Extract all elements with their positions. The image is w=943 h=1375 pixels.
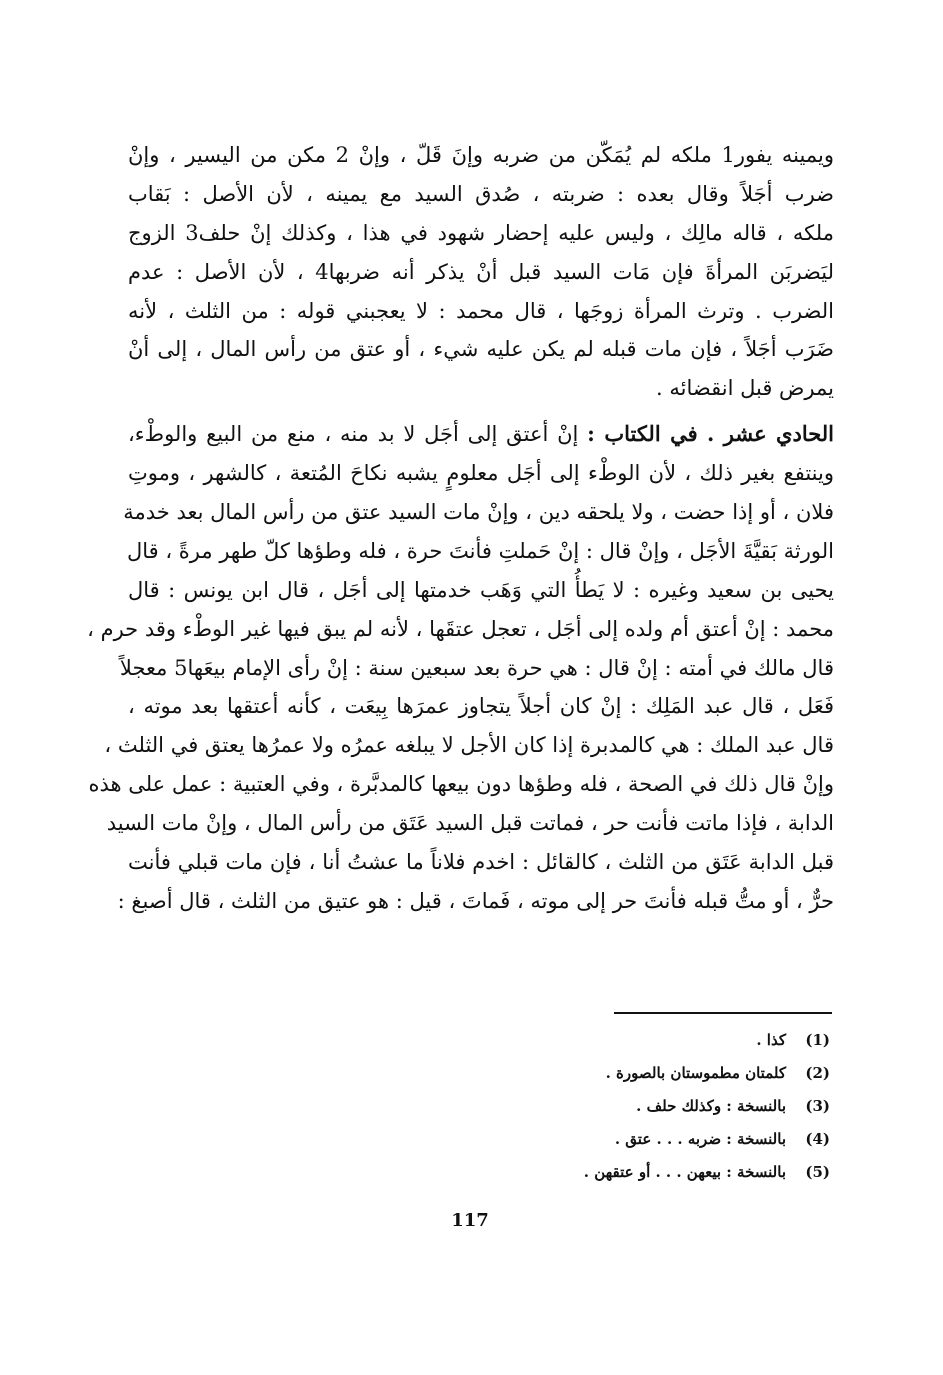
text-line: فَعَل ، قال عبد المَلِك : إنْ كان أجلاً يتجاوز عمرَها بِيعَت ، كأنه أعتقها بعد موته ، (128, 694, 834, 719)
footnote-number: (2) (805, 1064, 830, 1082)
paragraph-gap (128, 408, 834, 415)
footnote-text: بالنسخة : ضربه . . . عتق . (614, 1130, 786, 1148)
footnote-text: كلمتان مطموستان بالصورة . (605, 1064, 786, 1082)
text-line: الدابة ، فإذا ماتت فأنت حر ، فماتت قبل السيد عَتَق من رأس المال ، وإنْ مات السيد (106, 811, 834, 836)
footnote-text: بالنسخة : وكذلك حلف . (636, 1097, 786, 1115)
text-line (128, 415, 834, 454)
text-line: محمد : إنْ أعتق أم ولده إلى أجَل ، تعجل عتقَها ، لأنه لم يبق فيها غير الوطْء وقد حرم ، (87, 616, 834, 641)
text-line: الضرب . وترث المرأة زوجَها ، قال محمد : لا يعجبني قوله : من الثلث ، لأنه (128, 298, 834, 323)
text-line: ويمينه يفور1 ملكه لم يُمَكّن من ضربه وإنَ قَلّ ، وإنْ 2 مكن من اليسير ، وإنْ (128, 143, 834, 167)
text-line: قبل الدابة عَتَق من الثلث ، كالقائل : اخدم فلاناً ما عشتُ أنا ، فإن مات قبلي فأنت (128, 850, 834, 875)
text-line: ضَرَب أجَلاً ، فإن مات قبله لم يكن عليه شيء ، أو عتق من رأس المال ، إلى أنْ (128, 337, 834, 362)
footnote-number: (1) (805, 1031, 830, 1049)
text-line: قال عبد الملك : هي كالمدبرة إذا كان الأجل لا يبلغه عمرُه ولا عمرُها يعتق في الثلث ، (104, 733, 834, 758)
footnote-text: بالنسخة : بيعهن . . . أو عتقهن . (583, 1163, 786, 1181)
text-line: وإنْ قال ذلك في الصحة ، فله وطؤها دون بيعها كالمدبَّرة ، وفي العتبية : عمل على هذه (88, 772, 834, 797)
footnote-number: (5) (805, 1163, 830, 1181)
footnote-divider (614, 1012, 832, 1014)
footnote-text: كذا . (756, 1031, 786, 1049)
page-number: 117 (451, 1210, 489, 1231)
main-text (87, 136, 835, 921)
text-line: ملكه ، قاله مالِك ، وليس عليه إحضار شهود في هذا ، وكذلك إنْ حلف3 الزوج (128, 220, 834, 245)
text-line: فلان ، أو إذا حضت ، ولا يلحقه دين ، وإنْ مات السيد عتق من رأس المال بعد خدمة (123, 500, 834, 525)
text-line: ليَضربَن المرأةَ فإن مَات السيد قبل أنْ يذكر أنه ضربها4 ، لأن الأصل : عدم (128, 259, 834, 284)
footnote-number: (4) (805, 1130, 830, 1148)
footnote-number: (3) (805, 1097, 830, 1115)
footnote (420, 1156, 830, 1189)
footnote (420, 1024, 830, 1057)
text-line: يحيى بن سعيد وغيره : لا يَطأُ التي وَهَب خدمتها إلى أجَل ، قال ابن يونس : قال (128, 577, 834, 602)
text-line: قال مالك في أمته : إنْ قال : هي حرة بعد سبعين سنة : إنْ رأى الإمام بيعَها5 معجلاً (119, 655, 834, 680)
text-line: يمرض قبل انقضائه . (656, 376, 834, 401)
text-line: ضرب أجَلاً وقال بعده : ضربته ، صُدق السيد مع يمينه ، لأن الأصل : بَقاب (128, 181, 834, 206)
footnote (420, 1057, 830, 1090)
footnote (420, 1090, 830, 1123)
text-line: وينتفع بغير ذلك ، لأن الوطْء إلى أجَل معلومٍ يشبه نكاحَ المُتعة ، كالشهر ، وموتِ (128, 461, 834, 486)
text-line: الورثة بَقيَّةَ الأجَل ، وإنْ قال : إنْ حَملتِ فأنتَ حرة ، فله وطؤها كلّ طهر مرةً ، قال (126, 538, 834, 563)
footnote (420, 1123, 830, 1156)
footnotes (420, 1024, 830, 1189)
text-span: إنْ أعتق إلى أجَل لا بد منه ، منع من البيع والوطْء، (128, 422, 588, 447)
section-heading: الحادي عشر . في الكتاب : (587, 421, 835, 447)
text-line: حرٌّ ، أو متُّ قبله فأنتَ حر إلى موته ، فَماتَ ، قيل : هو عتيق من الثلث ، قال أصبغ : (117, 888, 834, 913)
